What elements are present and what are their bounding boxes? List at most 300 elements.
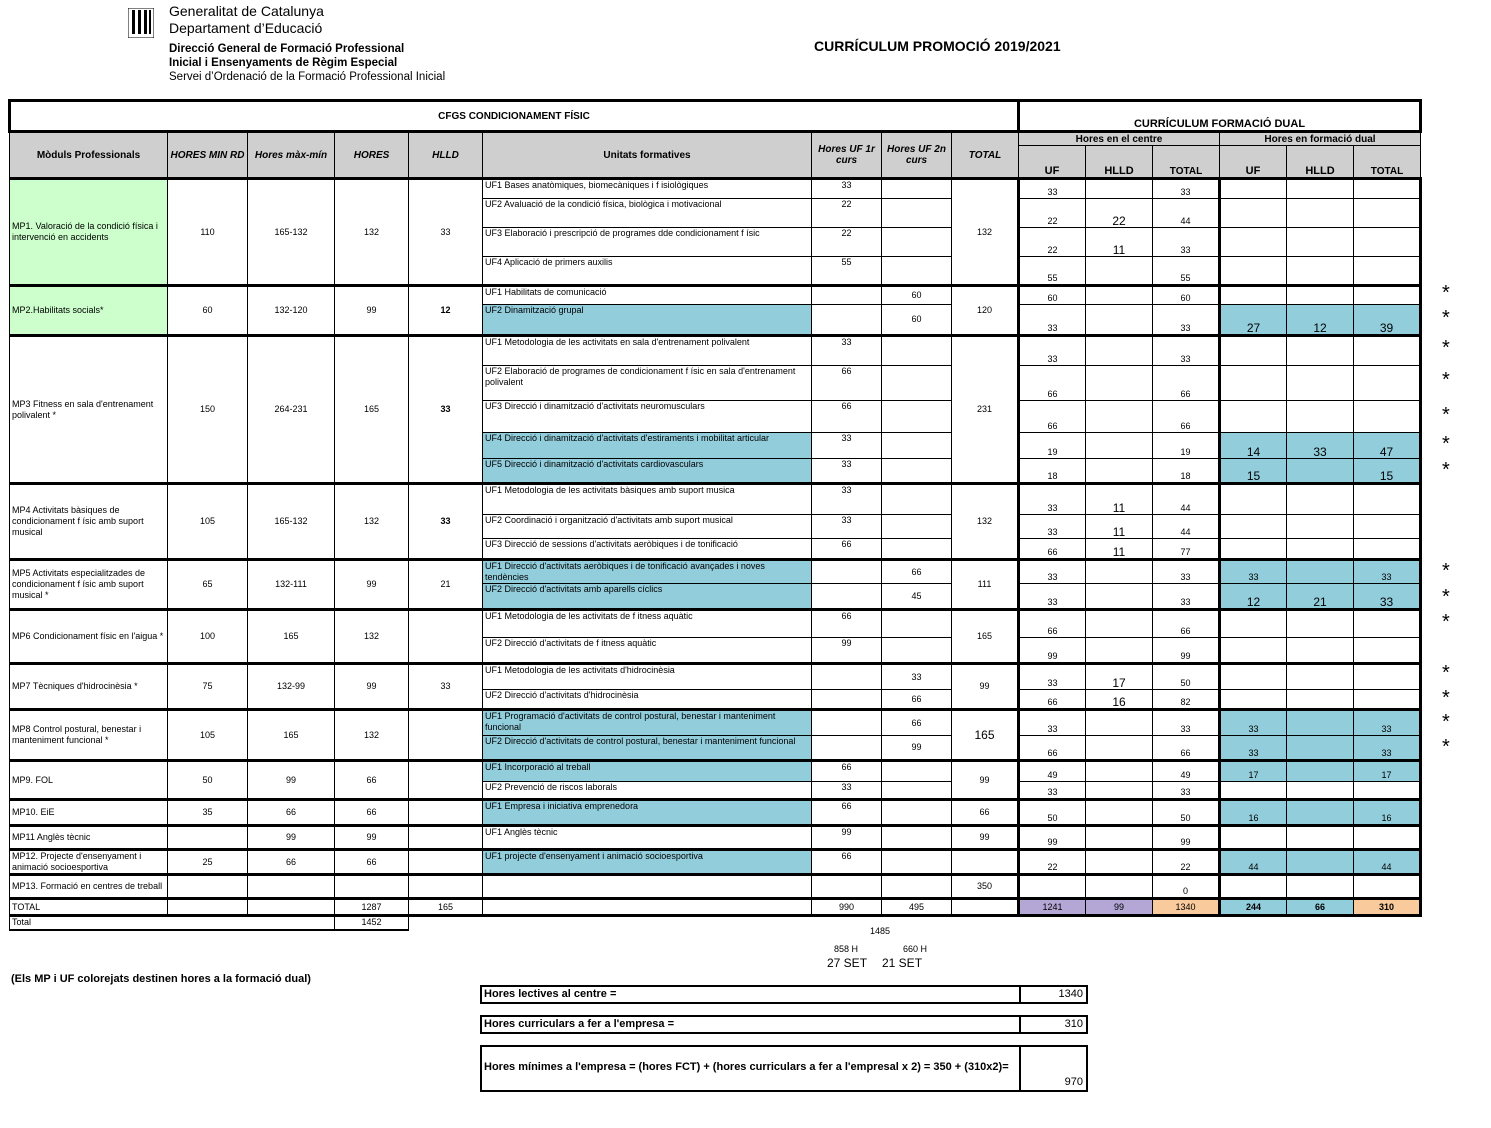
module-min-rd: 110	[168, 179, 248, 286]
summary-curriculars	[480, 1015, 1088, 1034]
module-hlld: 33	[409, 179, 483, 286]
module-min-rd: 75	[168, 664, 248, 710]
dual-total: 33	[1354, 584, 1421, 610]
table-title-right: CURRÍCULUM FORMACIÓ DUAL	[1019, 101, 1421, 132]
module-min-rd: 60	[168, 286, 248, 336]
uf-name: UF1 Direcció d'activitats aeròbiques i de tonificació avançades i noves tendències	[483, 560, 812, 584]
table-row	[10, 179, 1421, 199]
uf-name: UF1 projecte d'ensenyament i animació socioesportiva	[483, 850, 812, 875]
centre-uf: 66	[1019, 610, 1086, 638]
dual-hlld	[1287, 179, 1354, 199]
dual-total	[1354, 782, 1421, 800]
dual-uf: 12	[1220, 584, 1287, 610]
dual-hlld	[1287, 257, 1354, 286]
total-1r: 990	[812, 899, 882, 916]
dual-uf: 14	[1220, 433, 1287, 459]
direction-line-1: Direcció General de Formació Professional	[169, 43, 405, 55]
module-total: 111	[952, 560, 1019, 610]
dual-uf: 27	[1220, 305, 1287, 336]
module-name: MP1. Valoració de la condició física i intervenció en accidents	[10, 179, 168, 286]
dual-total: 16	[1354, 800, 1421, 826]
uf-hours-2n	[882, 401, 952, 433]
module-total: 66	[952, 800, 1019, 826]
uf-hours-1r	[812, 286, 882, 305]
centre-total: 49	[1153, 761, 1220, 782]
divider	[1019, 1017, 1021, 1032]
dual-hlld: 21	[1287, 584, 1354, 610]
total-uf	[483, 899, 812, 916]
centre-hlld	[1086, 826, 1153, 850]
centre-total: 60	[1153, 286, 1220, 305]
centre-uf: 19	[1019, 433, 1086, 459]
uf-hours-2n	[882, 336, 952, 366]
centre-hlld	[1086, 179, 1153, 199]
asterisk-mark: *	[1442, 687, 1450, 709]
module-hores: 165	[335, 336, 409, 484]
centre-uf: 66	[1019, 366, 1086, 401]
dual-uf	[1220, 515, 1287, 539]
dual-total	[1354, 336, 1421, 366]
module-hores: 66	[335, 850, 409, 875]
module-hlld: 21	[409, 560, 483, 610]
dual-uf: 44	[1220, 850, 1287, 875]
module-min-rd: 25	[168, 850, 248, 875]
dual-uf: 17	[1220, 761, 1287, 782]
dual-uf: 33	[1220, 710, 1287, 736]
module-min-rd: 105	[168, 710, 248, 761]
col-hlld: HLLD	[409, 132, 483, 179]
dual-total	[1354, 228, 1421, 257]
set-1r: 27 SET	[827, 956, 868, 970]
curriculum-table	[8, 99, 1422, 931]
dual-uf	[1220, 690, 1287, 710]
uf-name: UF4 Direcció i dinamització d'activitats d'estiraments i mobilitat articular	[483, 433, 812, 459]
centre-hlld	[1086, 366, 1153, 401]
dual-total: 44	[1354, 850, 1421, 875]
centre-hlld	[1086, 638, 1153, 664]
centre-total: 33	[1153, 305, 1220, 336]
dual-uf	[1220, 484, 1287, 515]
asterisk-mark: *	[1442, 711, 1450, 733]
table-row	[10, 826, 1421, 850]
uf-name: UF1 Metodologia de les activitats d'hidrocinèsia	[483, 664, 812, 690]
dual-total	[1354, 875, 1421, 899]
dual-hlld	[1287, 736, 1354, 761]
dual-total: 33	[1354, 710, 1421, 736]
centre-hlld	[1086, 560, 1153, 584]
module-total: 165	[952, 710, 1019, 761]
module-hlld	[409, 710, 483, 761]
module-max-min: 132-120	[248, 286, 335, 336]
module-max-min: 264-231	[248, 336, 335, 484]
dual-hlld: 33	[1287, 433, 1354, 459]
uf-hours-1r	[812, 584, 882, 610]
uf-hours-1r: 66	[812, 800, 882, 826]
divider	[1019, 1047, 1021, 1090]
uf-name: UF4 Aplicació de primers auxilis	[483, 257, 812, 286]
centre-hlld	[1086, 286, 1153, 305]
dual-uf	[1220, 638, 1287, 664]
uf-name: UF1 Metodologia de les activitats de f itness aquàtic	[483, 610, 812, 638]
module-name: MP9. FOL	[10, 761, 168, 800]
centre-uf: 33	[1019, 305, 1086, 336]
col-centre-uf: UF	[1019, 146, 1086, 179]
dual-note: (Els MP i UF colorejats destinen hores a la formació dual)	[11, 973, 311, 985]
centre-uf: 33	[1019, 710, 1086, 736]
sum-all: 1485	[870, 926, 891, 936]
module-name: MP13. Formació en centres de treball	[10, 875, 168, 899]
module-min-rd: 105	[168, 484, 248, 560]
module-hores: 132	[335, 179, 409, 286]
group-centre: Hores en el centre	[1019, 132, 1220, 146]
uf-hours-1r: 66	[812, 401, 882, 433]
table-row	[10, 875, 1421, 899]
service-line: Servei d’Ordenació de la Formació Professional Inicial	[169, 71, 446, 83]
dual-uf	[1220, 610, 1287, 638]
col-modules: Mòduls Professionals	[10, 132, 168, 179]
module-max-min: 165	[248, 710, 335, 761]
total-label: TOTAL	[10, 899, 168, 916]
centre-total: 44	[1153, 199, 1220, 228]
total-hlld: 165	[409, 899, 483, 916]
uf-hours-1r: 33	[812, 782, 882, 800]
asterisk-mark: *	[1442, 560, 1450, 582]
asterisk-mark: *	[1442, 282, 1450, 304]
uf-hours-1r: 22	[812, 228, 882, 257]
dual-uf	[1220, 782, 1287, 800]
uf-hours-1r: 66	[812, 610, 882, 638]
centre-total: 66	[1153, 366, 1220, 401]
module-name: MP6 Condicionament físic en l'aigua *	[10, 610, 168, 664]
summary-curriculars-value: 310	[1064, 1018, 1083, 1030]
dual-uf	[1220, 539, 1287, 560]
grand-total-hores: 1452	[335, 916, 409, 930]
centre-total: 33	[1153, 228, 1220, 257]
centre-total: 33	[1153, 179, 1220, 199]
set-2n: 21 SET	[882, 956, 923, 970]
centre-uf: 33	[1019, 560, 1086, 584]
module-name: MP7 Tècniques d'hidrocinèsia *	[10, 664, 168, 710]
centre-uf: 18	[1019, 459, 1086, 484]
module-max-min: 165-132	[248, 179, 335, 286]
module-name: MP11 Anglès tècnic	[10, 826, 168, 850]
dual-uf	[1220, 875, 1287, 899]
total-row	[10, 899, 1421, 916]
module-max-min: 165	[248, 610, 335, 664]
uf-hours-2n	[882, 459, 952, 484]
module-min-rd: 35	[168, 800, 248, 826]
dual-total: 33	[1354, 560, 1421, 584]
uf-hours-2n	[882, 257, 952, 286]
uf-name: UF1 Programació d'activitats de control postural, benestar i manteniment funcional	[483, 710, 812, 736]
col-hores: HORES	[335, 132, 409, 179]
total-centre-total: 1340	[1153, 899, 1220, 916]
uf-hours-2n: 45	[882, 584, 952, 610]
dual-hlld	[1287, 515, 1354, 539]
module-name: MP3 Fitness en sala d'entrenament polivalent *	[10, 336, 168, 484]
module-max-min: 99	[248, 761, 335, 800]
grand-total-label: Total	[10, 916, 335, 930]
dual-uf	[1220, 336, 1287, 366]
centre-total: 33	[1153, 584, 1220, 610]
dual-total	[1354, 179, 1421, 199]
centre-uf: 66	[1019, 690, 1086, 710]
dual-uf	[1220, 366, 1287, 401]
uf-hours-1r: 33	[812, 336, 882, 366]
module-min-rd: 50	[168, 761, 248, 800]
dual-hlld	[1287, 610, 1354, 638]
uf-name: UF1 Habilitats de comunicació	[483, 286, 812, 305]
module-name: MP4 Activitats bàsiques de condicionament f ísic amb suport musical	[10, 484, 168, 560]
col-centre-total: TOTAL	[1153, 146, 1220, 179]
uf-hours-2n	[882, 484, 952, 515]
uf-hours-1r	[812, 305, 882, 336]
centre-total: 99	[1153, 826, 1220, 850]
col-total: TOTAL	[952, 132, 1019, 179]
uf-hours-2n	[882, 826, 952, 850]
org-name: Generalitat de Catalunya	[169, 3, 324, 19]
dual-uf	[1220, 401, 1287, 433]
uf-name: UF1 Empresa i iniciativa emprenedora	[483, 800, 812, 826]
dual-hlld	[1287, 484, 1354, 515]
centre-uf: 33	[1019, 664, 1086, 690]
module-hlld: 12	[409, 286, 483, 336]
centre-uf	[1019, 875, 1086, 899]
dual-hlld	[1287, 638, 1354, 664]
centre-hlld	[1086, 305, 1153, 336]
uf-hours-1r: 33	[812, 459, 882, 484]
uf-hours-1r: 99	[812, 826, 882, 850]
total-dual-total: 310	[1354, 899, 1421, 916]
uf-hours-2n	[882, 782, 952, 800]
page-title: CURRÍCULUM PROMOCIÓ 2019/2021	[814, 38, 1061, 54]
dual-hlld	[1287, 800, 1354, 826]
centre-hlld: 11	[1086, 515, 1153, 539]
centre-hlld	[1086, 800, 1153, 826]
total-centre-hlld: 99	[1086, 899, 1153, 916]
total-min	[168, 899, 248, 916]
uf-hours-2n	[882, 610, 952, 638]
centre-total: 22	[1153, 850, 1220, 875]
uf-name: UF1 Bases anatòmiques, biomecàniques i f isiològiques	[483, 179, 812, 199]
summary-lectives-label: Hores lectives al centre =	[484, 988, 617, 1000]
centre-hlld: 11	[1086, 539, 1153, 560]
centre-total: 33	[1153, 710, 1220, 736]
centre-uf: 33	[1019, 336, 1086, 366]
department-name: Departament d’Educació	[169, 20, 323, 36]
summary-minimes-label: Hores mínimes a l'empresa = (hores FCT) + (hores curriculars a fer a l'empresal x 2) = 350 + (310x2)=	[484, 1061, 1009, 1073]
module-hlld	[409, 610, 483, 664]
centre-hlld	[1086, 257, 1153, 286]
grand-total-row	[10, 916, 1421, 930]
centre-hlld: 16	[1086, 690, 1153, 710]
module-name: MP5 Activitats especialitzades de condicionament f ísic amb suport musical *	[10, 560, 168, 610]
uf-name: UF2 Direcció d'activitats de f itness aquàtic	[483, 638, 812, 664]
col-dual-hlld: HLLD	[1287, 146, 1354, 179]
module-total: 350	[952, 875, 1019, 899]
uf-hours-1r: 55	[812, 257, 882, 286]
table-row	[10, 664, 1421, 690]
asterisk-mark: *	[1442, 736, 1450, 758]
centre-hlld	[1086, 336, 1153, 366]
dual-hlld	[1287, 286, 1354, 305]
module-hlld	[409, 875, 483, 899]
uf-hours-1r: 66	[812, 761, 882, 782]
module-max-min: 66	[248, 850, 335, 875]
uf-name: UF2 Direcció d'activitats d'hidrocinèsia	[483, 690, 812, 710]
total-hores: 1287	[335, 899, 409, 916]
centre-hlld	[1086, 710, 1153, 736]
dual-uf	[1220, 286, 1287, 305]
module-total: 231	[952, 336, 1019, 484]
uf-hours-1r: 33	[812, 515, 882, 539]
dual-total	[1354, 515, 1421, 539]
dual-hlld	[1287, 401, 1354, 433]
centre-uf: 33	[1019, 584, 1086, 610]
dual-hlld: 12	[1287, 305, 1354, 336]
module-max-min: 132-111	[248, 560, 335, 610]
dual-hlld	[1287, 664, 1354, 690]
dual-hlld	[1287, 850, 1354, 875]
uf-hours-2n	[882, 199, 952, 228]
total-2n: 495	[882, 899, 952, 916]
centre-uf: 60	[1019, 286, 1086, 305]
centre-uf: 22	[1019, 228, 1086, 257]
divider	[1019, 987, 1021, 1002]
dual-hlld	[1287, 782, 1354, 800]
centre-uf: 50	[1019, 800, 1086, 826]
dual-total	[1354, 826, 1421, 850]
module-hores: 99	[335, 560, 409, 610]
module-hlld	[409, 826, 483, 850]
centre-uf: 33	[1019, 515, 1086, 539]
table-row	[10, 610, 1421, 638]
centre-hlld	[1086, 875, 1153, 899]
uf-hours-1r: 33	[812, 433, 882, 459]
dual-uf	[1220, 257, 1287, 286]
uf-hours-2n	[882, 366, 952, 401]
uf-hours-2n	[882, 800, 952, 826]
uf-hours-2n	[882, 539, 952, 560]
uf-name: UF3 Direcció de sessions d'activitats aeròbiques i de tonificació	[483, 539, 812, 560]
centre-total: 44	[1153, 484, 1220, 515]
uf-name: UF2 Dinamització grupal	[483, 305, 812, 336]
uf-hours-2n: 66	[882, 710, 952, 736]
module-total: 99	[952, 664, 1019, 710]
uf-name	[483, 875, 812, 899]
total-dual-hlld: 66	[1287, 899, 1354, 916]
asterisk-mark: *	[1442, 337, 1450, 359]
module-total: 99	[952, 826, 1019, 850]
module-hores: 66	[335, 761, 409, 800]
generalitat-logo	[128, 8, 154, 38]
module-total: 165	[952, 610, 1019, 664]
uf-name: UF1 Metodologia de les activitats en sala d'entrenament polivalent	[483, 336, 812, 366]
module-name: MP10. EiE	[10, 800, 168, 826]
centre-hlld	[1086, 433, 1153, 459]
uf-name: UF2 Avaluació de la condició física, biològica i motivacional	[483, 199, 812, 228]
dual-hlld	[1287, 710, 1354, 736]
centre-total: 66	[1153, 736, 1220, 761]
uf-hours-1r	[812, 690, 882, 710]
centre-total: 33	[1153, 782, 1220, 800]
module-name: MP2.Habilitats socials*	[10, 286, 168, 336]
uf-hours-2n: 60	[882, 305, 952, 336]
centre-total: 44	[1153, 515, 1220, 539]
centre-hlld	[1086, 850, 1153, 875]
module-min-rd	[168, 875, 248, 899]
module-hlld: 33	[409, 484, 483, 560]
uf-hours-1r: 66	[812, 850, 882, 875]
dual-total	[1354, 638, 1421, 664]
centre-total: 33	[1153, 560, 1220, 584]
uf-hours-1r: 99	[812, 638, 882, 664]
module-min-rd: 65	[168, 560, 248, 610]
uf-name: UF2 Coordinació i organització d'activitats amb suport musical	[483, 515, 812, 539]
centre-uf: 55	[1019, 257, 1086, 286]
centre-uf: 33	[1019, 782, 1086, 800]
module-hores: 132	[335, 610, 409, 664]
centre-hlld	[1086, 610, 1153, 638]
module-hores: 99	[335, 664, 409, 710]
module-hlld	[409, 800, 483, 826]
centre-uf: 33	[1019, 179, 1086, 199]
module-max-min: 99	[248, 826, 335, 850]
centre-uf: 22	[1019, 850, 1086, 875]
dual-uf	[1220, 826, 1287, 850]
uf-hours-2n	[882, 179, 952, 199]
centre-hlld: 17	[1086, 664, 1153, 690]
centre-hlld	[1086, 736, 1153, 761]
uf-hours-1r: 22	[812, 199, 882, 228]
summary-lectives-value: 1340	[1058, 988, 1083, 1000]
module-hores: 99	[335, 826, 409, 850]
centre-total: 55	[1153, 257, 1220, 286]
dual-total	[1354, 257, 1421, 286]
uf-name: UF2 Direcció d'activitats de control postural, benestar i manteniment funcional	[483, 736, 812, 761]
table-row	[10, 484, 1421, 515]
module-hores	[335, 875, 409, 899]
table-row	[10, 850, 1421, 875]
dual-uf: 33	[1220, 736, 1287, 761]
module-min-rd	[168, 826, 248, 850]
dual-hlld	[1287, 336, 1354, 366]
dual-uf	[1220, 199, 1287, 228]
uf-hours-1r	[812, 664, 882, 690]
dual-total: 47	[1354, 433, 1421, 459]
centre-hlld: 22	[1086, 199, 1153, 228]
uf-hours-2n: 60	[882, 286, 952, 305]
dual-hlld	[1287, 199, 1354, 228]
uf-hours-2n: 66	[882, 690, 952, 710]
uf-hours-2n	[882, 850, 952, 875]
dual-uf: 15	[1220, 459, 1287, 484]
module-max-min	[248, 875, 335, 899]
dual-total	[1354, 539, 1421, 560]
centre-uf: 99	[1019, 826, 1086, 850]
dual-hlld	[1287, 875, 1354, 899]
centre-uf: 99	[1019, 638, 1086, 664]
dual-hlld	[1287, 366, 1354, 401]
table-title-left: CFGS CONDICIONAMENT FÍSIC	[10, 101, 1019, 132]
col-min-rd: HORES MIN RD	[168, 132, 248, 179]
uf-name: UF1 Metodologia de les activitats bàsiques amb suport musica	[483, 484, 812, 515]
table-row	[10, 710, 1421, 736]
dual-uf: 16	[1220, 800, 1287, 826]
dual-hlld	[1287, 539, 1354, 560]
col-centre-hlld: HLLD	[1086, 146, 1153, 179]
centre-hlld: 11	[1086, 484, 1153, 515]
